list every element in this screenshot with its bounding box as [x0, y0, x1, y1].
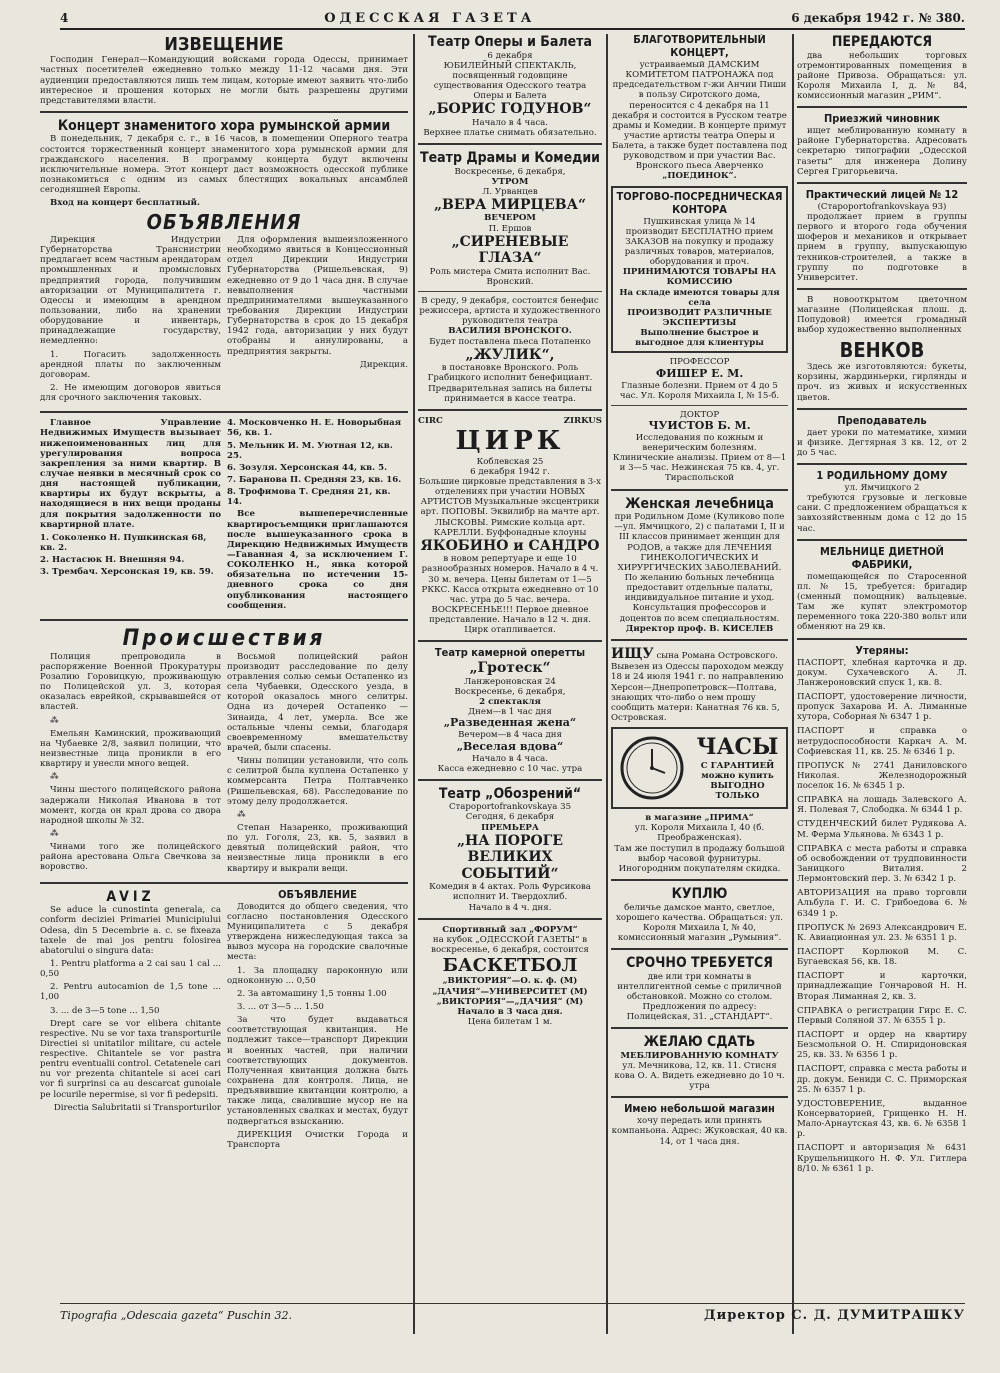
- shop-title: Имею небольшой магазин: [624, 1102, 775, 1116]
- prof-title: ПРОФЕССОР: [669, 357, 730, 368]
- watch-text: Там же поступил в продажу большой выбор часовой фурнитуры. Иногородним покупателям скидка.: [614, 843, 785, 874]
- opera-note: Верхнее платье снимать обязательно.: [423, 127, 597, 138]
- lost-item: ПАСПОРТ и карточки, принадлежащие Гончаровой Н. Н. Вторая Лиманная 2, кв. 3.: [797, 971, 967, 1002]
- obozr-show: „НА ПОРОГЕ ВЕЛИКИХ СОБЫТИЙ“: [456, 832, 564, 882]
- drama-author: П. Ершов: [488, 223, 532, 234]
- trade-exp: ПРОИЗВОДИТ РАЗЛИЧНЫЕ ЭКСПЕРТИЗЫ: [627, 307, 772, 328]
- column-rule: [413, 34, 415, 1334]
- watch-sub: С ГАРАНТИЕЙ можно купить ВЫГОДНО ТОЛЬКО: [700, 760, 775, 802]
- incident-item: Чины шестого полицейского района задержали Николая Иванова в тот момент, когда он крал дрова со двора народной школы № 32.: [40, 785, 221, 826]
- masthead: [60, 8, 965, 30]
- operetta-addr: Ланжероновская 24: [464, 676, 556, 687]
- opera-text: ЮБИЛЕЙНЫЙ СПЕКТАКЛЬ, посвященный годовщине существования Одесского театра Оперы и Балета: [433, 60, 587, 102]
- lost-item: СПРАВКА на лошадь Залевского А. Я. Полевая 7, Слободка. № 6344 1 р.: [797, 795, 967, 816]
- teacher-text: дает уроки по математике, химии и физике. Дегтярная 3 кв. 12, от 2 до 5 час.: [797, 427, 967, 458]
- shop-text: хочу передать или принять компаньона. Адрес: Жуковская, 40 кв. 14, от 1 часа дня.: [611, 1116, 788, 1147]
- property-item: 6. Зозуля. Херсонская 44, кв. 5.: [227, 462, 388, 473]
- printer-info: Tipografia „Odescaia gazeta“ Puschin 32.: [60, 1308, 292, 1322]
- aviz-text: Se aduce la cunostinta generala, ca conform deciziei Primariei Municipiului Odesa, din 5 Decembrie a. c. se fixeaza taxele de mai jos pentru folosirea abatorului o singura data:: [40, 905, 221, 956]
- lost-item: ПАСПОРТ Корлюкой М. С. Бугаевская 56, кв. 18.: [797, 947, 967, 968]
- drama-role: Роль мистера Смита исполнит Вас. Вронский.: [429, 266, 591, 287]
- circus-text: Большие цирковые представления в 3-х отделениях при участии НОВЫХ АРТИСТОВ Музыкальные эксцентрики арт. ПОПОВЫ. Эквилибр на мачте арт. ЛЫСКОВЫ. Римские кольца арт. КАРЕЛЛИ. Буффонадные клоуны: [418, 476, 602, 538]
- operetta-date: Воскресенье, 6 декабря,: [454, 687, 566, 698]
- search-text: сына Романа Островского. Вывезен из Одессы пароходом между 18 и 24 июля 1941 г. по направлению Херсон—Днепропетровск—Полтава, знающих что-либо о нем прошу сообщить матери: Канатная 76 кв. 5, Островская.: [611, 650, 784, 724]
- sport-text: на кубок „ОДЕССКОЙ ГАЗЕТЫ“ в воскресенье, 6 декабря, состоится: [431, 934, 589, 956]
- concert-free: Вход на концерт бесплатный.: [50, 198, 201, 209]
- obozr-text: Комедия в 4 актах. Роль Фурсикова исполнит И. Твердохлиб.: [429, 882, 591, 903]
- maternity-text: требуются грузовые и легковые сани. С предложением обращаться к завхозяйственным дома с 12 до 15 час.: [797, 493, 967, 534]
- lost-item: УДОСТОВЕРЕНИЕ, выданное Консерваторией, Грищенко Н. Н. Мало-Арнаутская 43, кв. 6. № 6358 1 р.: [797, 1098, 967, 1140]
- operetta-eve: Вечером—в 4 часа дня: [458, 730, 562, 741]
- lost-item: ПАСПОРТ и авторизация № 6431 Крушельницкого Н. Ф. Ул. Гитлера 8/10. № 6361 1 р.: [797, 1143, 967, 1174]
- notice-text: Господин Генерал—Командующий войсками города Одессы, принимает частных посетителей ежедневно только между 11-12 часами дня. Эти аудиенции предоставляются лишь тем лицам, которые имеют заявить что-либо интересное и прошения которых не могли быть разрешены другими представителями власти.: [40, 55, 408, 106]
- incident-item: Полиция препроводила в распоряжение Военной Прокуратуры Розалию Горовицкую, проживающую по Полицейской ул. 3, которая оказалась еврейкой, скрывавшейся от властей.: [40, 651, 221, 713]
- drama-benefit-name: ВАСИЛИЯ ВРОНСКОГО.: [448, 326, 572, 337]
- ads-text-2: Для оформления вышеизложенного необходимо явиться в Концессионный отдел Дирекции Индустрии Губернаторства (Ришельевская, 9) ежедневно от 9 до 1 часа дня. В случае невыполнения частными предпринимателями вышеуказанного требования Дирекции Индустрии Губернаторства в срок до 15 декабря 1942 года, авторизации у них будут отобраны и аннулированы, а предприятия закрыты.: [227, 235, 408, 357]
- doc-name: ЧУИСТОВ Б. М.: [648, 418, 751, 432]
- incident-item: Восьмой полицейский район производит расследование по делу отравления солью семьи Остапенко из села Чубаевки, Одесского уезда, в которой оказалось много селитры. Одна из дочерей Остапенко — Зинаида, 4 лет, умерла. Все же остальные члены семьи, благодаря своевременному вмешательству врачей, были спасены.: [227, 651, 408, 754]
- issue-date: 6 декабря 1942 г. № 380.: [791, 11, 965, 25]
- ads-item: 1. Погасить задолженность арендной платы по заключенным договорам.: [40, 349, 221, 380]
- drama-benefit-text: Будет поставлена пьеса Потапенко: [429, 336, 591, 347]
- operetta-cash: Касса ежедневно с 10 час. утра: [437, 763, 583, 774]
- incident-item: Емельян Каминский, проживающий на Чубаевке 2/8, заявил полиции, что неизвестные лица проникли в его квартиру и унесли много вещей.: [40, 728, 221, 770]
- column-rule: [606, 34, 608, 1334]
- incident-item: Чинами того же полицейского района арестована Ольга Свечкова за воровство.: [40, 842, 221, 873]
- obozr-title: Театр „Обозрений“: [438, 785, 582, 802]
- circus-text-2: в новом репертуаре и еще 10 разнообразных номеров. Начало в 4 ч. 30 м. вечера. Цены билетам от 1—5 РККС. Касса открыта ежедневно от 10 час. утра до 5 час. вечера. ВОСКРЕСЕНЬЕ!!! Первое дневное представление. Начало в 12 ч. дня. Цирк отапливается.: [421, 554, 599, 636]
- drama-morning: УТРОМ: [491, 176, 529, 187]
- obozr-addr: Староportofrankovskaya 35: [448, 802, 572, 813]
- aviz-sign: Directia Salubritatii si Transporturilor: [53, 1102, 221, 1113]
- sport-time: Начало в 3 часа дня.: [457, 1006, 563, 1017]
- sport-game: БАСКЕТБОЛ: [442, 955, 578, 977]
- mill-title: МЕЛЬНИЦЕ ДИЕТНОЙ ФАБРИКИ,: [820, 544, 944, 571]
- property-item: 2. Настасюк Н. Внешняя 94.: [40, 555, 185, 566]
- lost-item: ПРОПУСК № 2693 Александрович Е. К. Авиационная ул. 23. № 6351 1 р.: [797, 922, 967, 943]
- lost-item: ПАСПОРТ, удостоверение личности, пропуск Захарова И. А. Лиманные хутора, Соборная № 6347 1 р.: [797, 691, 967, 723]
- aviz-title: AVIZ: [106, 888, 155, 905]
- notice-title: ИЗВЕЩЕНИЕ: [164, 34, 284, 55]
- trade-commission: ПРИНИМАЮТСЯ ТОВАРЫ НА КОМИССИЮ: [622, 267, 777, 288]
- prof-name: ФИШЕР Е. М.: [655, 366, 744, 380]
- obj-item: 2. За автомашину 1,5 тонны 1.00: [237, 988, 387, 999]
- operetta-show: „Веселая вдова“: [456, 739, 564, 753]
- circus-label: CIRC: [418, 415, 443, 426]
- incident-item: Степан Назаренко, проживающий по ул. Гоголя, 23, кв. 5, заявил в девятый полицейский район, что неизвестные лица проникли в его квартиру и выкрали вещи.: [227, 823, 408, 874]
- urgent-title: СРОЧНО ТРЕБУЕТСЯ: [626, 955, 773, 972]
- watch-ad: [611, 727, 788, 809]
- rent-text: ул. Мечникова, 12, кв. 11. Стисня кова О. А. Видеть ежедневно до 10 ч. утра: [614, 1060, 785, 1092]
- transfer-title: ПЕРЕДАЮТСЯ: [831, 34, 933, 50]
- lost-item: ПАСПОРТ, хлебная карточка и др. докум. Сухачевского А. Л. Ланжероновский спуск 1, кв. 8.: [797, 657, 967, 688]
- lost-item: СПРАВКА о регистрации Гирс Е. С. Первый Соляной 37. № 6355 1 р.: [797, 1005, 967, 1026]
- drama-show: „ВЕРА МИРЦЕВА“: [433, 196, 587, 213]
- concert-text: В понедельник, 7 декабря с. г., в 16 часов, в помещении Оперного театра состоится торжественный концерт знаменитого хора румынской армии для гражданского населения. В программу концерта будут включены исключительные номера. Этот концерт даст возможность одесской публике познакомиться с одним из самых блестящих вокальных ансамблей сегодняшней Европы.: [40, 134, 408, 196]
- maternity-addr: ул. Ямчицкого 2: [844, 483, 920, 494]
- ads-title: ОБЪЯВЛЕНИЯ: [146, 210, 302, 235]
- drama-author: Л. Урванцев: [482, 186, 538, 197]
- property-item: 7. Баранова П. Средняя 23, кв. 16.: [227, 474, 402, 485]
- doc-text: Исследования по кожным и венерическим болезням. Клинические анализы. Прием от 8—1 и 3—5 час. Нежинская 75 кв. 4, уг. Тираспольской: [612, 432, 787, 484]
- column-ads: [611, 34, 788, 1302]
- transfer-text: два небольших торговых отремонтированных помещения в районе Привоза. Обращаться: ул. Короля Михаила I, д. № 84, комиссионный магазин „РИМ“.: [797, 50, 967, 102]
- obozr-premiere: ПРЕМЬЕРА: [481, 822, 539, 833]
- trade-text: Пушкинская улица № 14 производит БЕСПЛАТНО прием ЗАКАЗОВ на покупку и продажу различных товаров, материалов, оборудования и проч.: [624, 216, 775, 268]
- obj-text: Доводится до общего сведения, что согласно постановления Одесского Муниципалитета с 5 декабря утверждена нижеследующая такса за вывоз мусора на городские свалочные места:: [227, 901, 408, 963]
- rent-title: ЖЕЛАЮ СДАТЬ: [643, 1034, 756, 1051]
- watch-shop: в магазине „ПРИМА“: [645, 813, 754, 824]
- clinic-text: при Родильном Доме (Куликово поле—ул. Ямчицкого, 2) с палатами I, II и III классов принимает женщин для РОДОВ, а также для ЛЕЧЕНИЯ ГИНЕКОЛОГИЧЕСКИХ И ХИРУРГИЧЕСКИХ ЗАБОЛЕВАНИЙ. По желанию больных лечебница предоставит отдельные палаты, индивидуальное питание и уход. Консультация профессоров и доцентов по всем специальностям.: [614, 512, 785, 624]
- property-note: Все вышеперечисленные квартиросъемщики приглашаются после вышеуказанного срока в Дирекцию Недвижимых Имуществ—Гаванная 4, за исключением Г. СОКОЛЕНКО Н., явка которой обязательна по истечении 15-дневного срока со дня опубликования настоящего сообщения.: [227, 509, 408, 611]
- lyceum-addr: (Староportofrankovskaya 93): [817, 201, 947, 212]
- obj-title: ОБЪЯВЛЕНИЕ: [278, 887, 357, 901]
- column-official: ИЗВЕЩЕНИЕ Господин Генерал—Командующий войсками города Одессы, принимает частных посетителей ежедневно только между 11-12 часами дня. Эти аудиенции предоставляются лишь тем лицам, которые имеют заявить что-либо интересное и прошения которых не могли быть разрешены другими представителями власти. Концерт знаменитого хора румынской армии В понедельник, 7 декабря с. г., в 16 часов, в помещении Оперного театра состоится торжественный концерт знаменитого хора румынской армии для гражданского населения. В программу концерта будут включены исключительные номера. Этот концерт даст возможность одесской публике познакомиться с одним из самых блестящих вокальных ансамблей сегодняшней Европы. Вход на концерт бесплатный. ОБЪЯВЛЕНИЯ Дирекция Индустрии Губернаторства Транснистрии предлагает всем частным арендаторам промышленных и промысловых предприятий города, получившим авторизации от Муниципалитета г. Одессы и имеющим в арендном пользовании, либо на хранении оборудование и инвентарь, принадлежащие государству, немедленно: 1. Погасить задолженность арендной платы по заключенным договорам. 2. Не имеющим договоров явиться для срочного заключения таковых. Для оформления вышеизложенного необходимо явиться в Концессионный отдел Дирекции Индустрии Губернаторства (Ришельевская, 9) ежедневно от 9 до 1 часа дня. В случае невыполнения частными предпринимателями вышеуказанного требования Дирекции Индустрии Губернаторства в срок до 15 декабря 1942 года, авторизации у них будут отобраны и аннулированы, а предприятия закрыты. Дирекция. Главное Управление Недвижимых Имуществ вызывает нижепоименованных лиц для урегулирования вопроса закрепления за ними квартир. В случае неявки в месячный срок со дня настоящей публикации, квартиры их будут вскрыты, а находящиеся в них вещи проданы для покрытия задолженности по квартирной плате. 1. Соколенко Н. Пушкинская 68, кв. 2. 2. Настасюк Н. Внешняя 94. 3. Трембач. Херсонская 19, кв. 59. 4. Московченко Н. Е. Новорыбная 56, кв. 1. 5. Мельник И. М. Уютная 12, кв. 25. 6. Зозуля. Херсонская 44, кв. 5. 7. Баранова П. Средняя 23, кв. 16. 8. Трофимова Т. Средняя 21, кв. 14. Все вышеперечисленные квартиросъемщики приглашаются после вышеуказанного срока в Дирекцию Недвижимых Имуществ—Гаванная 4, за исключением Г. СОКОЛЕНКО Н., явка которой обязательна по истечении 15-дневного срока со дня опубликования настоящего сообщения. Происшествия Полиция препроводила в распоряжение Военной Прокуратуры Розалию Горовицкую, проживающую по Полицейской ул. 3, которая оказалась еврейкой, скрывавшейся от властей. ⁂ Емельян Каминский, проживающий на Чубаевке 2/8, заявил полиции, что неизвестные лица проникли в его квартиру и унесли много вещей. ⁂ Чины шестого полицейского района задержали Николая Иванова в тот момент, когда он крал дрова со двора народной школы № 32. ⁂ Чинами того же полицейского района арестована Ольга Свечкова за воровство. Восьмой полицейский район производит расследование по делу отравления солью семьи Остапенко из села Чубаевки, Одесского уезда, в которой оказалось много селитры. Одна из дочерей Остапенко — Зинаида, 4 лет, умерла. Все же остальные члены семьи, благодаря своевременному вмешательству врачей, были спасены. Чины полиции установили, что соль с селитрой была куплена Остапенко у коммерсанта Петра Полтавченко (Ришельевская, 68). Расследование по этому делу продолжается. ⁂ Степан Назаренко, проживающий по ул. Гоголя, 23, кв. 5, заявил в девятый полицейский район, что неизвестные лица проникли в его квартиру и выкрали вещи. AVIZ Se aduce la cunostinta generala, ca conform deciziei Primariei Municipiului Odesa, din 5 Decembrie a. c. se fixeaza taxele de mai jos pentru folosirea abatorului o singura data: 1. Pentru platforma a 2 cai sau 1 cal ... 0,50 2. Pentru autocamion de 1,5 tone ... 1,00 3. ... de 3—5 tone ... 1,50 Drept care se vor elibera chitante respective. Nu se vor taxa transporturile Directiei si unitatilor militare, cu actele respective. Chitantele se vor pastra pentru eventualii control. Cetatenele cari nu vor prezenta chitantele si acei cari vor fi surprinsi ca au descarcat gunoiale pe locurile nepermise, si vor fi pedepsiti. Directia Salubritatii si Transporturilor ОБЪЯВЛЕНИЕ Доводится до общего сведения, что согласно постановления Одесского Муниципалитета с 5 декабря утверждена нижеследующая такса за вывоз мусора на городские свалочные места: 1. За площадку пароконную или одноконную ... 0,50 2. За автомашину 1,5 тонны 1.00 3. ... от 3—5 ... 1.50 За что будет выдаваться соответствующая квитанция. Не подлежит таксе—транспорт Дирекции и военных частей, при наличии соответствующих документов. Полученная квитанция должна быть сохранена для контроля. Лица, не предъявившие квитанции контролю, а также лица, свалившие мусор не на установленных свалках и местах, будут подвергаться взысканию. ДИРЕКЦИЯ Очистки Города и Транспорта: [40, 34, 408, 1150]
- column-classifieds: [797, 34, 967, 1302]
- lost-item: СПРАВКА с места работы и справка об освобождении от трудповинности Заницкого Виталия. 2 Лермонтовский пер. 3. № 6342 1 р.: [797, 843, 967, 885]
- sport-price: Цена билетам 1 м.: [467, 1016, 553, 1027]
- sport-title: Спортивный зал „ФОРУМ“: [442, 924, 578, 935]
- lyceum-title: Практический лицей № 12: [805, 187, 959, 201]
- page-number: 4: [60, 11, 69, 25]
- page-footer: [60, 1303, 965, 1326]
- doc-title: ДОКТОР: [679, 409, 720, 420]
- clock-icon: [617, 733, 687, 803]
- flower-text-2: Здесь же изготовляются: букеты, корзины, жардиньерки, гирлянды и проч. из живых и искусственных цветов.: [797, 362, 967, 403]
- obozr-today: Сегодня, 6 декабря: [465, 812, 555, 823]
- official-text: ищет меблированную комнату в районе Губернаторства. Адресовать секретарю типографии „Одесской газеты“ для инженера Долину Сергея Григорьевича.: [797, 126, 967, 177]
- lost-item: ПАСПОРТ и ордер на квартиру Безсмольной О. Н. Спиридоновская 25, кв. 33. № 6356 1 р.: [797, 1030, 967, 1061]
- drama-show: „ЖУЛИК“,: [465, 346, 555, 363]
- aviz-item: 3. ... de 3—5 tone ... 1,50: [50, 1005, 160, 1016]
- property-item: 8. Трофимова Т. Средняя 21, кв. 14.: [227, 487, 391, 508]
- lyceum-text: продолжает прием в группы первого и второго года обучения шоферов и механиков и открывает прием в группу, выпускающую техников-строителей, а также в группу по подготовке в Университет.: [797, 212, 967, 283]
- property-item: 4. Московченко Н. Е. Новорыбная 56, кв. 1.: [227, 418, 402, 439]
- obj-text-2: За что будет выдаваться соответствующая квитанция. Не подлежит таксе—транспорт Дирекции и военных частей, при наличии соответствующих документов. Полученная квитанция должна быть сохранена для контроля. Лица, не предъявившие квитанции контролю, а также лица, свалившие мусор не на установленных свалках и местах, будут подвергаться взысканию.: [227, 1015, 408, 1127]
- operetta-title: Театр камерной оперетты: [434, 646, 586, 660]
- clinic-dir: Директор проф. В. КИСЕЛЕВ: [625, 623, 774, 634]
- opera-title: Театр Оперы и Балета: [428, 34, 592, 50]
- lost-title: Утеряны:: [855, 643, 909, 657]
- property-text: Главное Управление Недвижимых Имуществ вызывает нижепоименованных лиц для урегулирования вопроса закрепления за ними квартир. В случае неявки в месячный срок со дня настоящей публикации, квартиры их будут вскрыты, а находящиеся в них вещи проданы для покрытия задолженности по квартирной плате.: [40, 418, 221, 530]
- director-signature: Директор С. Д. ДУМИТРАШКУ: [704, 1307, 965, 1323]
- aviz-item: 1. Pentru platforma a 2 cai sau 1 cal ... 0,50: [40, 958, 221, 980]
- operetta-time: Начало в 4 часа.: [471, 753, 549, 764]
- mill-text: помещающейся по Старосенной пл. № 15, требуется: бригадир (сменный помощник) вальцевые. Там же купят электромотор переменного тока 220-380 вольт или обменяют на 29 кв.: [797, 571, 967, 633]
- search-title: ИЩУ: [611, 645, 654, 662]
- drama-title: Театр Драмы и Комедии: [420, 150, 600, 167]
- trade-title: ТОРГОВО-ПОСРЕДНИЧЕСКАЯ КОНТОРА: [616, 189, 783, 216]
- opera-show: „БОРИС ГОДУНОВ“: [428, 101, 592, 118]
- charity-text: устраиваемый ДАМСКИМ КОМИТЕТОМ ПАТРОНАЖА под председательством г-жи Анчии Пиши в пользу Сиротского дома, переносится с 4 декабря на 11 декабря и состоится в Русском театре драмы и Комедии. В концерте примут участие артисты театра Оперы и Балета, а также будет поставлена под руководством и при участии Вас. Вронского пьеса Аверченко: [612, 59, 787, 172]
- lost-item: ПАСПОРТ и справка о нетрудоспособности Каркач А. М. Софиевская 11, кв. 25. № 6346 1 р.: [797, 726, 967, 757]
- column-theatres: [418, 34, 602, 1302]
- lost-item: ПАСПОРТ, справка с места работы и др. докум. Бениди С. С. Приморская 25. № 6357 1 р.: [797, 1064, 967, 1095]
- circus-title: ЦИРК: [455, 425, 565, 456]
- charity-title: БЛАГОТВОРИТЕЛЬНЫЙ КОНЦЕРТ,: [633, 34, 766, 59]
- ads-item: 2. Не имеющим договоров явиться для срочного заключения таковых.: [40, 383, 221, 404]
- paper-title: ОДЕССКАЯ ГАЗЕТА: [324, 10, 536, 26]
- ads-text: Дирекция Индустрии Губернаторства Транснистрии предлагает всем частным арендаторам промышленных и промысловых предприятий города, получившим авторизации от Муниципалитета г. Одессы и имеющим в арендном пользовании, либо на хранении оборудование и инвентарь, принадлежащие государству, немедленно:: [40, 235, 221, 347]
- lost-item: ПРОПУСК № 2741 Даниловского Николая. Железнодорожный поселок 16. № 6345 1 р.: [797, 760, 967, 792]
- operetta-day: Днем—в 1 час дня: [468, 707, 552, 718]
- teacher-title: Преподаватель: [837, 413, 927, 427]
- flower-text: В новооткрытом цветочном магазине (Полицейская плош. д. Попудовой) имеется громадный выбор художественно выполненных: [797, 294, 967, 336]
- drama-show: „СИРЕНЕВЫЕ ГЛАЗА“: [451, 233, 569, 267]
- drama-show-note: в постановке Вронского. Роль Грабицкого исполнит бенефициант. Предварительная запись на билеты принимается в кассе театра.: [427, 363, 593, 404]
- charity-show: „ПОЕДИНОК“.: [662, 171, 737, 182]
- prof-text: Глазные болезни. Прием от 4 до 5 час. Ул. Короля Михаила I, № 15-б.: [619, 380, 780, 401]
- concert-title: Концерт знаменитого хора румынской армии: [57, 117, 391, 134]
- aviz-item: 2. Pentru autocamion de 1,5 tone ... 1,00: [40, 982, 221, 1003]
- aviz-text-2: Drept care se vor elibera chitante respective. Nu se vor taxa transporturile Directiei si unitatilor militare, cu actele respective. Chitantele se vor pastra pentru eventualii control. Cetatenele cari nu vor prezenta chitantele si acei cari vor fi surprinsi ca au descarcat gunoiale pe locurile nepermise, si vor fi pedepsiti.: [40, 1018, 221, 1100]
- sport-match: „ВИКТОРИЯ“—„ДАЧИЯ“ (М): [436, 996, 584, 1007]
- lost-item: СТУДЕНЧЕСКИЙ билет Рудякова А. М. Ферма Ульянова. № 6343 1 р.: [797, 819, 967, 840]
- urgent-text: две или три комнаты в интеллигентной семье с приличной обстановкой. Можно со столом. Предложения по адресу: Полицейская, 31. „СТАНДАРТ“.: [617, 971, 782, 1023]
- trade-stock: На складе имеются товары для села: [619, 287, 780, 308]
- circus-clowns: ЯКОБИНО и САНДРО: [420, 537, 600, 554]
- obj-sign: ДИРЕКЦИЯ Очистки Города и Транспорта: [227, 1129, 408, 1150]
- lost-item: АВТОРИЗАЦИЯ на право торговли Альбула Г. И. С. Грибоедова 6. № 6349 1 р.: [797, 888, 967, 919]
- opera-date: 6 декабря: [487, 50, 533, 61]
- obozr-time: Начало в 4 ч. дня.: [468, 902, 552, 913]
- ads-sign: Дирекция.: [359, 359, 408, 370]
- column-rule: [792, 34, 794, 1334]
- drama-date: Воскресенье, 6 декабря,: [454, 166, 566, 177]
- opera-time: Начало в 4 часа.: [471, 117, 549, 128]
- maternity-title: 1 РОДИЛЬНОМУ ДОМУ: [816, 469, 948, 483]
- operetta-count: 2 спектакля: [479, 697, 541, 708]
- circus-date: 6 декабря 1942 г.: [470, 466, 550, 477]
- circus-addr: Коблевская 25: [476, 456, 544, 467]
- circus-label: ZIRKUS: [563, 415, 602, 426]
- obj-item: 3. ... от 3—5 ... 1.50: [237, 1001, 324, 1012]
- official-title: Приезжий чиновник: [823, 112, 941, 126]
- buy-title: КУПЛЮ: [671, 886, 728, 902]
- drama-benefit: В среду, 9 декабря, состоится бенефис режиссера, артиста и художественного руководителя театра: [419, 296, 601, 327]
- trade-fast: Выполнение быстрое и выгодное для клиентуры: [635, 328, 764, 349]
- rent-sub: МЕБЛИРОВАННУЮ КОМНАТУ: [620, 1050, 779, 1061]
- obj-item: 1. За площадку пароконную или одноконную ... 0,50: [227, 965, 408, 986]
- operetta-show: „Разведенная жена“: [443, 716, 577, 730]
- sport-match: „ВИКТОРИЯ“—О. к. ф. (М): [442, 976, 578, 987]
- incidents-title: Происшествия: [122, 625, 326, 651]
- clinic-title: Женская лечебница: [625, 495, 774, 512]
- drama-evening: ВЕЧЕРОМ: [484, 213, 536, 224]
- watch-addr: ул. Короля Михаила I, 40 (б. Преображенская).: [634, 823, 765, 844]
- watch-title: ЧАСЫ: [696, 733, 779, 760]
- buy-text: беличье дамское манто, светлое, хорошего качества. Обращаться: ул. Короля Михаила I, № 40, комиссионный магазин „Румыния“.: [616, 902, 783, 943]
- sport-match: „ДАЧИЯ“—УНИВЕРСИТЕТ (М): [432, 986, 588, 997]
- property-item: 5. Мельник И. М. Уютная 12, кв. 25.: [227, 440, 393, 461]
- property-item: 3. Трембач. Херсонская 19, кв. 59.: [40, 567, 214, 578]
- incident-item: Чины полиции установили, что соль с селитрой была куплена Остапенко у коммерсанта Петра Полтавченко (Ришельевская, 68). Расследование по этому делу продолжается.: [227, 756, 408, 807]
- operetta-name: „Гротеск“: [469, 660, 551, 677]
- flower-title: ВЕНКОВ: [839, 337, 925, 362]
- property-item: 1. Соколенко Н. Пушкинская 68, кв. 2.: [40, 532, 207, 553]
- lost-list: [797, 658, 967, 1174]
